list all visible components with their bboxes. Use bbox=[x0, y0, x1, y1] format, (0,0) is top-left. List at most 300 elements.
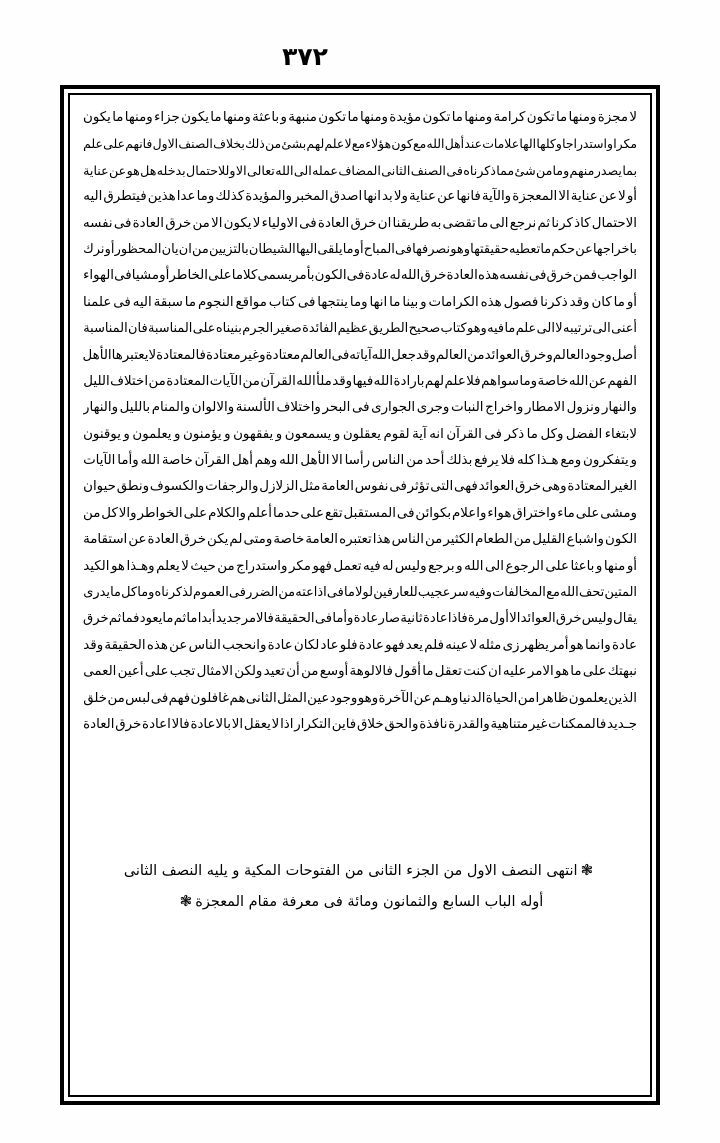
body-word: الله bbox=[464, 558, 484, 574]
body-word: مرة bbox=[467, 611, 490, 627]
body-word: تقضى bbox=[442, 215, 476, 231]
body-word: والكسوف bbox=[149, 479, 205, 495]
body-word: فالممكنات bbox=[548, 716, 607, 732]
body-word: عادة bbox=[364, 268, 390, 284]
body-word: الطعام bbox=[475, 532, 513, 548]
body-word: يعتبرها bbox=[111, 347, 149, 363]
body-word: مع bbox=[351, 136, 366, 152]
body-word: تعطيه bbox=[509, 241, 541, 257]
body-word: أعلم bbox=[246, 505, 273, 521]
page-border-outer bbox=[60, 85, 660, 1105]
body-word: الفضل bbox=[565, 426, 603, 442]
body-word: يكن bbox=[207, 532, 229, 548]
body-word: خرق bbox=[350, 215, 377, 231]
body-word: لكان bbox=[293, 637, 320, 653]
body-word: على bbox=[192, 321, 216, 337]
body-word: الليل bbox=[83, 373, 110, 389]
body-word: كل bbox=[101, 505, 118, 521]
body-word: صغير bbox=[273, 321, 302, 337]
body-word: بالتزيين bbox=[208, 241, 249, 257]
body-word: مايعود bbox=[139, 611, 174, 627]
body-word: حقيقتها bbox=[470, 241, 509, 257]
body-word: من bbox=[83, 505, 101, 521]
body-word: خرق bbox=[420, 268, 447, 284]
body-word: الله bbox=[279, 453, 299, 469]
body-word: الله bbox=[140, 453, 160, 469]
body-word: آياته bbox=[349, 347, 372, 363]
body-word: صحيح bbox=[408, 321, 441, 337]
body-word: يؤمنون bbox=[182, 426, 222, 442]
body-word: والآية bbox=[481, 189, 512, 205]
body-word: من bbox=[513, 532, 532, 548]
body-word: و bbox=[224, 426, 231, 442]
body-word: الله bbox=[296, 373, 316, 389]
body-word: فهم bbox=[168, 690, 191, 706]
body-word: الى bbox=[293, 162, 312, 178]
body-word: و bbox=[595, 558, 603, 574]
body-word: ما bbox=[344, 585, 355, 601]
body-word: تحف bbox=[578, 585, 605, 601]
body-word: ما bbox=[555, 110, 568, 125]
body-word: الكيد bbox=[83, 558, 110, 574]
body-word: لذكرناه bbox=[154, 585, 193, 601]
body-word: سبقة bbox=[153, 294, 183, 310]
body-word: نبهتك bbox=[607, 664, 637, 680]
body-word: خرق bbox=[83, 611, 109, 627]
body-word: عن bbox=[128, 532, 147, 548]
body-word: العالم bbox=[552, 347, 585, 363]
body-word: على bbox=[575, 505, 600, 521]
body-word: فى bbox=[346, 268, 365, 284]
body-line bbox=[83, 554, 637, 580]
body-word: واستدراج bbox=[236, 558, 288, 574]
body-word: الشيطان bbox=[248, 241, 296, 257]
body-line bbox=[83, 158, 637, 184]
body-line bbox=[83, 633, 637, 659]
body-word: باعثة bbox=[252, 110, 280, 125]
body-word: الاولياء bbox=[261, 215, 298, 231]
body-word: والالوان bbox=[191, 400, 235, 416]
body-line bbox=[83, 422, 637, 448]
body-word: بشئ bbox=[281, 136, 307, 152]
body-word: عمله bbox=[312, 162, 338, 178]
body-word: فى bbox=[114, 268, 132, 284]
body-line bbox=[83, 343, 637, 369]
body-word: اختلاف bbox=[110, 373, 149, 389]
body-word: هم bbox=[229, 690, 246, 706]
body-word: من bbox=[301, 664, 319, 680]
body-word: اصدق bbox=[329, 189, 363, 205]
body-word: كون bbox=[391, 136, 413, 152]
body-word: الكون bbox=[605, 532, 637, 548]
body-word: غافلون bbox=[190, 690, 230, 706]
colophon-text-1: انتهى النصف الاول من الجزء الثانى من الفتوحات المكية و يليه النصف الثانى bbox=[123, 863, 578, 879]
body-word: تعمل bbox=[333, 558, 362, 574]
body-line bbox=[83, 369, 637, 395]
body-word: فى bbox=[297, 294, 316, 310]
body-word: وخرق bbox=[520, 347, 553, 363]
body-word: ان bbox=[488, 664, 502, 680]
body-word: فى bbox=[389, 479, 407, 495]
body-word: كرنا bbox=[551, 215, 573, 231]
body-word: يعقل bbox=[243, 716, 271, 732]
body-word: القرآن bbox=[446, 426, 482, 442]
body-word: ما bbox=[184, 294, 197, 310]
body-word: الحقيقة bbox=[274, 611, 315, 627]
body-word: ومامن bbox=[536, 162, 570, 178]
body-word: الصنف bbox=[410, 162, 446, 178]
body-word: خرق bbox=[115, 716, 142, 732]
body-word: تعيد bbox=[263, 664, 285, 680]
body-word: المعتادة bbox=[567, 479, 611, 495]
body-word: على bbox=[545, 558, 569, 574]
body-word: اليه bbox=[83, 189, 103, 205]
body-word: ثم bbox=[537, 215, 551, 231]
body-word: المثل bbox=[277, 690, 307, 706]
body-word: الاحتمال bbox=[591, 215, 637, 231]
body-word: الرجوع bbox=[505, 558, 544, 574]
colophon-text-2: أوله الباب السابع والثمانون ومائة فى معرفة مقام المعجزة bbox=[195, 894, 544, 910]
body-line bbox=[83, 184, 637, 210]
body-word: لولا bbox=[355, 585, 374, 601]
body-word: بدخله bbox=[156, 162, 186, 178]
body-word: أعين bbox=[117, 664, 144, 680]
body-word: وجود bbox=[584, 347, 612, 363]
body-word: فما bbox=[121, 611, 140, 627]
body-word: المناسبة bbox=[83, 321, 128, 337]
body-word: هو bbox=[569, 637, 584, 653]
body-word: وكل bbox=[540, 426, 564, 442]
body-word: ومنها bbox=[222, 110, 251, 125]
body-word: وهـم bbox=[432, 690, 459, 706]
body-word: فاين bbox=[331, 716, 357, 732]
body-word: الا bbox=[231, 716, 244, 732]
body-line bbox=[83, 131, 637, 157]
body-word: هواء bbox=[487, 505, 512, 521]
body-word: مواقع bbox=[235, 294, 267, 310]
body-word: ظاهرا bbox=[535, 690, 569, 706]
body-word: استقامة bbox=[83, 532, 128, 548]
body-word: تكون bbox=[422, 110, 451, 125]
body-word: فلا bbox=[466, 373, 481, 389]
body-word: و bbox=[420, 294, 427, 310]
body-word: من bbox=[217, 558, 235, 574]
body-word: الجرم bbox=[242, 321, 274, 337]
body-word: زى bbox=[502, 637, 520, 653]
body-line bbox=[83, 211, 637, 237]
body-word: خرق bbox=[555, 611, 582, 627]
body-word: سواهم bbox=[481, 373, 519, 389]
body-word: فى bbox=[113, 215, 132, 231]
body-word: الصنف bbox=[178, 136, 213, 152]
body-word: هـذا bbox=[536, 453, 559, 469]
body-word: على bbox=[144, 664, 169, 680]
colophon bbox=[86, 855, 634, 917]
body-word: هذا bbox=[372, 532, 391, 548]
body-word: بالليل bbox=[119, 400, 151, 416]
body-word: الاول bbox=[152, 136, 179, 152]
body-word: فالامر bbox=[241, 611, 274, 627]
body-word: تكون bbox=[318, 110, 347, 125]
body-word: من bbox=[467, 347, 485, 363]
body-word: ما bbox=[540, 241, 552, 257]
body-word: الفهم bbox=[607, 373, 637, 389]
body-word: عن bbox=[588, 373, 607, 389]
body-word: لم bbox=[229, 532, 243, 548]
body-word: الى bbox=[485, 558, 504, 574]
body-word: ونطق bbox=[116, 479, 150, 495]
body-word: لا bbox=[252, 215, 261, 231]
body-word: الله bbox=[275, 162, 294, 178]
body-word: كتاب bbox=[440, 321, 467, 337]
body-word: أو bbox=[159, 268, 170, 284]
body-word: ما bbox=[526, 426, 538, 442]
body-word: لا bbox=[629, 110, 637, 125]
body-word: ماء bbox=[557, 505, 575, 521]
body-word: مكر bbox=[288, 558, 311, 574]
body-word: كذلك bbox=[215, 189, 245, 205]
body-word: خلاق bbox=[356, 716, 384, 732]
body-word: فيتطرق bbox=[103, 189, 147, 205]
body-word: وليس bbox=[581, 611, 613, 627]
body-word: علم bbox=[83, 136, 103, 152]
body-word: خاصة bbox=[161, 453, 193, 469]
body-word: خرق bbox=[515, 479, 542, 495]
body-word: هذه bbox=[146, 637, 168, 653]
body-line bbox=[83, 686, 637, 712]
body-word: الثانى bbox=[245, 690, 277, 706]
body-word: خلق bbox=[83, 690, 108, 706]
body-word: يدرى bbox=[83, 585, 110, 601]
body-word: يكون bbox=[223, 215, 252, 231]
body-word: خاصة bbox=[273, 532, 305, 548]
body-word: وقد bbox=[83, 637, 104, 653]
body-word: تقع bbox=[324, 505, 343, 521]
body-word: يعد bbox=[405, 637, 423, 653]
body-word: اعادة bbox=[142, 716, 171, 732]
body-word: انها bbox=[363, 189, 381, 205]
body-word: الى bbox=[536, 321, 555, 337]
body-word: و bbox=[456, 558, 463, 574]
body-word: هذين bbox=[147, 189, 176, 205]
body-word: فمن bbox=[572, 268, 598, 284]
body-word: ما bbox=[186, 611, 198, 627]
body-word: المخبر bbox=[292, 189, 329, 205]
body-word: ومنها bbox=[568, 110, 597, 125]
body-word: ما bbox=[613, 294, 625, 310]
body-word: أهل bbox=[232, 453, 253, 469]
body-word: يعلمون bbox=[568, 690, 608, 706]
body-word: ثانية bbox=[400, 611, 423, 627]
body-word: لا bbox=[555, 321, 563, 337]
body-word: جديد bbox=[215, 611, 242, 627]
body-word: لا bbox=[469, 637, 478, 653]
body-word: فالالوهة bbox=[349, 664, 393, 680]
body-word: بالاعادة bbox=[190, 716, 231, 732]
body-word: فى bbox=[446, 162, 463, 178]
body-word: حيوان bbox=[83, 479, 116, 495]
body-word: يتفكرون bbox=[583, 453, 629, 469]
body-word: يلقى bbox=[317, 241, 343, 257]
body-word: وهى bbox=[541, 479, 567, 495]
body-word: كرامة bbox=[493, 110, 526, 125]
body-word: الكثير bbox=[443, 532, 475, 548]
body-word: نفسه bbox=[499, 268, 529, 284]
body-word: الذين bbox=[608, 690, 637, 706]
body-word: النبات bbox=[450, 400, 484, 416]
body-word: يكون bbox=[83, 110, 111, 125]
body-word: وليس bbox=[394, 558, 427, 574]
body-word: فى bbox=[326, 585, 344, 601]
body-word: فى bbox=[396, 505, 415, 521]
body-word: اذاعته bbox=[295, 585, 327, 601]
body-word: كنت bbox=[463, 664, 487, 680]
body-word: خرق bbox=[179, 532, 206, 548]
body-word: يقال bbox=[613, 611, 637, 627]
body-word: وما bbox=[196, 189, 215, 205]
body-word: عند bbox=[464, 136, 482, 152]
body-word: تعتبره bbox=[339, 532, 372, 548]
body-word: الله bbox=[568, 373, 589, 389]
body-word: العادة bbox=[446, 268, 478, 284]
body-word: عن bbox=[598, 189, 618, 205]
body-word: فان bbox=[128, 321, 148, 337]
body-word: المضاف bbox=[338, 162, 381, 178]
body-word: حيث bbox=[190, 558, 216, 574]
body-word: العالم bbox=[300, 347, 332, 363]
body-word: القرآن bbox=[260, 373, 296, 389]
body-word: علم bbox=[515, 321, 537, 337]
body-word: هل bbox=[140, 162, 157, 178]
body-word: الناس bbox=[188, 637, 221, 653]
body-word: واشباع bbox=[566, 532, 604, 548]
body-word: عاد bbox=[320, 637, 339, 653]
body-word: من bbox=[192, 215, 210, 231]
body-word: ما bbox=[570, 664, 582, 680]
body-word: لا bbox=[271, 716, 280, 732]
body-word: فى bbox=[229, 585, 246, 601]
folio-number: ٣٧٢ bbox=[282, 42, 328, 71]
body-word: وكلها bbox=[536, 136, 562, 152]
body-word: نفوس bbox=[354, 479, 389, 495]
body-word: العادة bbox=[83, 716, 115, 732]
body-word: أول bbox=[489, 611, 509, 627]
body-word: الا bbox=[558, 189, 570, 205]
body-word: بأمر bbox=[292, 268, 315, 284]
body-word: عدا bbox=[176, 189, 196, 205]
body-line bbox=[83, 580, 637, 606]
body-word: ومنها bbox=[124, 110, 153, 125]
body-word: جزاء bbox=[154, 110, 180, 125]
body-text bbox=[83, 105, 637, 738]
body-word: سر bbox=[450, 585, 469, 601]
body-word: ما bbox=[422, 664, 434, 680]
body-word: الى bbox=[489, 215, 509, 231]
body-line bbox=[83, 395, 637, 421]
body-word: عادة bbox=[267, 637, 293, 653]
body-word: فى bbox=[528, 268, 547, 284]
body-word: عينه bbox=[445, 637, 469, 653]
body-word: ذكرنا bbox=[540, 294, 568, 310]
body-word: أو bbox=[104, 241, 115, 257]
body-word: حكم bbox=[551, 241, 576, 257]
body-word: الا bbox=[235, 162, 247, 178]
body-word: انها bbox=[369, 294, 388, 310]
body-word: الزلازل bbox=[259, 479, 299, 495]
body-word: لا bbox=[618, 189, 626, 205]
body-word: فيه bbox=[363, 558, 381, 574]
body-word: مع bbox=[413, 136, 427, 152]
body-word: و bbox=[275, 426, 283, 442]
body-word: مؤيدة bbox=[389, 110, 422, 125]
body-word: مما bbox=[496, 162, 515, 178]
body-word: وانحجب bbox=[222, 637, 267, 653]
body-word: تؤثر bbox=[407, 479, 430, 495]
body-word: عن bbox=[109, 162, 127, 178]
body-word: لا bbox=[148, 347, 157, 363]
body-word: الامر bbox=[527, 664, 554, 680]
body-word: اليه bbox=[132, 294, 152, 310]
body-word: الى bbox=[592, 321, 611, 337]
body-word: أصل bbox=[611, 347, 637, 363]
body-word: لا bbox=[344, 136, 352, 152]
body-word: بد bbox=[382, 189, 393, 205]
body-word: عادة bbox=[353, 611, 379, 627]
body-word: تكون bbox=[526, 110, 555, 125]
body-word: العالم bbox=[435, 347, 468, 363]
body-word: مشيا bbox=[131, 268, 160, 284]
body-word: المتين bbox=[604, 585, 637, 601]
body-word: وهم bbox=[254, 453, 278, 469]
body-word: العوائد bbox=[478, 479, 515, 495]
body-word: مجزة bbox=[597, 110, 629, 125]
body-word: يسمعون bbox=[284, 426, 332, 442]
body-word: وقد bbox=[332, 373, 353, 389]
body-word: المناسبة bbox=[148, 321, 193, 337]
body-word: الفائدة bbox=[302, 321, 338, 337]
body-word: لابتغاء bbox=[604, 426, 637, 442]
body-word: لهم bbox=[424, 373, 445, 389]
body-word: الأهل bbox=[83, 347, 112, 363]
body-word: والحق bbox=[384, 716, 419, 732]
body-word: وهو bbox=[467, 321, 487, 337]
body-word: فى bbox=[395, 241, 412, 257]
body-word: أبدا bbox=[197, 611, 216, 627]
body-word: الدنيا bbox=[458, 690, 486, 706]
body-word: لبس bbox=[125, 690, 151, 706]
body-word: أن bbox=[286, 664, 300, 680]
body-word: مكرا bbox=[613, 136, 637, 152]
body-word: الله bbox=[426, 136, 445, 152]
body-word: وأما bbox=[117, 453, 139, 469]
body-word: العمى bbox=[83, 664, 117, 680]
body-word: مثل bbox=[299, 479, 321, 495]
body-word: فالمعتادة bbox=[156, 347, 206, 363]
body-word: للعارفين bbox=[373, 585, 418, 601]
body-word: المعتادة bbox=[166, 373, 210, 389]
body-word: يعقلون bbox=[342, 426, 381, 442]
body-word: علم bbox=[324, 136, 345, 152]
body-word: بكوائن bbox=[415, 505, 452, 521]
body-word: أو bbox=[626, 558, 637, 574]
body-word: الله bbox=[373, 373, 394, 389]
body-word: ولا bbox=[393, 189, 408, 205]
body-line bbox=[83, 263, 637, 289]
body-word: منبهة bbox=[288, 110, 317, 125]
body-word: وجود bbox=[329, 690, 358, 706]
body-word: عناية bbox=[83, 162, 109, 178]
body-word: الخواطر bbox=[137, 505, 183, 521]
